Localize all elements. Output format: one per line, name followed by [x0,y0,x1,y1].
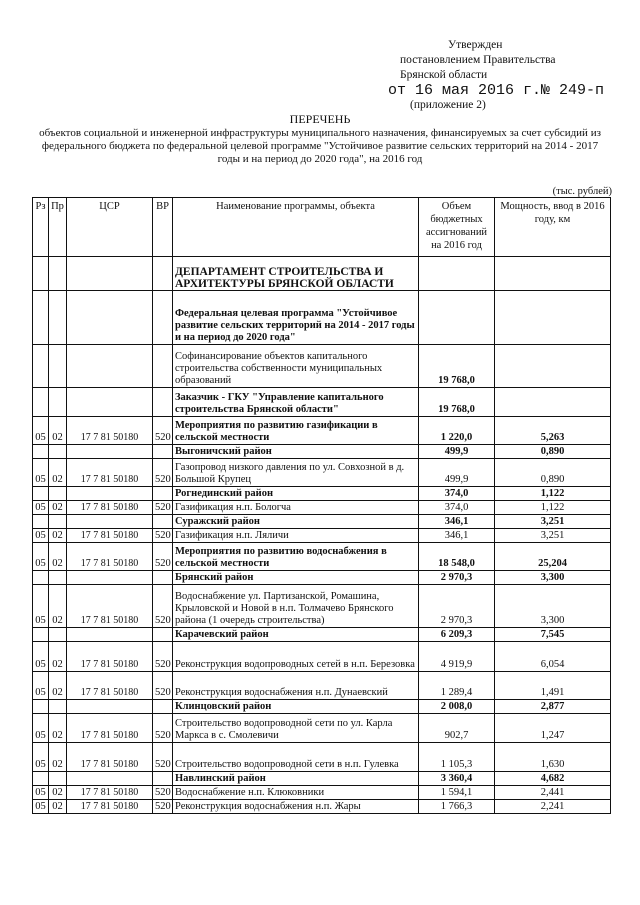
cell-volume [419,291,495,345]
cell-csr [67,628,153,642]
approval-block [388,38,605,113]
table-row [33,800,611,814]
cell-rz: 05 [33,743,49,772]
cell-name: Карачевский район [173,628,419,642]
cell-rz [33,772,49,786]
table-row [33,445,611,459]
cell-capacity: 2,441 [495,786,611,800]
cell-csr: 17 7 81 50180 [67,743,153,772]
table-row [33,529,611,543]
cell-volume: 499,9 [419,459,495,487]
cell-vr [153,772,173,786]
table-body [33,257,611,814]
approval-line-1: Утвержден [448,39,503,51]
cell-pr: 02 [49,417,67,445]
cell-name: Реконструкция водоснабжения н.п. Дунаевский [173,672,419,700]
approval-line-2: постановлением Правительства [400,54,556,66]
cell-name: Заказчик - ГКУ "Управление капитального строительства Брянской области" [173,388,419,417]
cell-csr: 17 7 81 50180 [67,786,153,800]
table-row [33,459,611,487]
cell-csr [67,487,153,501]
cell-volume: 3 360,4 [419,772,495,786]
cell-volume [419,257,495,291]
header-rz: Рз [33,198,49,257]
cell-pr: 02 [49,642,67,672]
table-row [33,786,611,800]
cell-name: Федеральная целевая программа "Устойчивое развитие сельских территорий на 2014 - 2017 годы и на период до 2020 года" [173,291,419,345]
cell-volume: 1 594,1 [419,786,495,800]
header-pr: Пр [49,198,67,257]
cell-capacity: 3,300 [495,585,611,628]
cell-vr [153,388,173,417]
cell-name: Водоснабжение н.п. Клюковники [173,786,419,800]
cell-vr: 520 [153,417,173,445]
cell-volume: 2 970,3 [419,571,495,585]
approval-date-number: от 16 мая 2016 г.№ 249-п [388,82,605,99]
cell-volume: 2 970,3 [419,585,495,628]
table-header-row [33,198,611,257]
cell-pr: 02 [49,585,67,628]
cell-volume: 499,9 [419,445,495,459]
cell-volume: 4 919,9 [419,642,495,672]
cell-vr [153,445,173,459]
table-row [33,714,611,743]
cell-volume: 2 008,0 [419,700,495,714]
cell-vr [153,628,173,642]
cell-rz: 05 [33,543,49,571]
cell-capacity [495,257,611,291]
cell-rz: 05 [33,642,49,672]
cell-name: Клинцовский район [173,700,419,714]
table-row [33,417,611,445]
cell-name: Газификация н.п. Ляличи [173,529,419,543]
table-row [33,700,611,714]
cell-rz [33,445,49,459]
cell-csr: 17 7 81 50180 [67,585,153,628]
header-volume: Объем бюджетных ассигнований на 2016 год [419,198,495,257]
table-row [33,642,611,672]
cell-capacity: 25,204 [495,543,611,571]
cell-rz [33,291,49,345]
cell-capacity: 3,251 [495,515,611,529]
cell-name: ДЕПАРТАМЕНТ СТРОИТЕЛЬСТВА И АРХИТЕКТУРЫ БРЯНСКОЙ ОБЛАСТИ [173,257,419,291]
cell-volume: 346,1 [419,515,495,529]
cell-volume: 18 548,0 [419,543,495,571]
cell-name: Водоснабжение ул. Партизанской, Ромашина, Крыловской и Новой в н.п. Толмачево Брянского района (1 очередь строительства) [173,585,419,628]
cell-rz: 05 [33,714,49,743]
cell-rz: 05 [33,672,49,700]
cell-name: Строительство водопроводной сети в н.п. Гулевка [173,743,419,772]
cell-volume: 1 289,4 [419,672,495,700]
cell-pr: 02 [49,743,67,772]
table-row [33,388,611,417]
cell-csr: 17 7 81 50180 [67,714,153,743]
cell-pr: 02 [49,714,67,743]
table-row [33,515,611,529]
cell-capacity: 7,545 [495,628,611,642]
cell-vr: 520 [153,743,173,772]
cell-rz: 05 [33,459,49,487]
cell-rz: 05 [33,529,49,543]
cell-rz [33,515,49,529]
cell-name: Строительство водопроводной сети по ул. Карла Маркса в с. Смолевичи [173,714,419,743]
cell-csr [67,515,153,529]
header-csr: ЦСР [67,198,153,257]
table-row [33,743,611,772]
cell-csr [67,291,153,345]
table-row [33,501,611,515]
cell-capacity [495,388,611,417]
cell-pr [49,388,67,417]
cell-pr: 02 [49,459,67,487]
table-row [33,257,611,291]
cell-volume: 6 209,3 [419,628,495,642]
table-row [33,672,611,700]
cell-pr [49,445,67,459]
cell-vr: 520 [153,585,173,628]
cell-pr: 02 [49,529,67,543]
cell-capacity [495,345,611,388]
approval-line-3: Брянской области [400,69,488,81]
cell-rz: 05 [33,501,49,515]
cell-pr [49,772,67,786]
cell-csr: 17 7 81 50180 [67,543,153,571]
cell-csr: 17 7 81 50180 [67,800,153,814]
document-title: ПЕРЕЧЕНЬ [289,112,351,126]
cell-name: Навлинский район [173,772,419,786]
cell-name: Газификация н.п. Бологча [173,501,419,515]
cell-vr: 520 [153,714,173,743]
cell-csr [67,700,153,714]
cell-capacity: 5,263 [495,417,611,445]
table-row [33,487,611,501]
cell-vr [153,571,173,585]
cell-csr: 17 7 81 50180 [67,642,153,672]
cell-capacity: 0,890 [495,445,611,459]
cell-vr [153,515,173,529]
cell-volume: 19 768,0 [419,388,495,417]
cell-csr [67,445,153,459]
cell-capacity: 1,122 [495,501,611,515]
cell-vr [153,291,173,345]
cell-capacity: 1,122 [495,487,611,501]
cell-name: Реконструкция водоснабжения н.п. Жары [173,800,419,814]
cell-name: Мероприятия по развитию водоснабжения в сельской местности [173,543,419,571]
cell-rz: 05 [33,417,49,445]
objects-table [32,197,611,814]
cell-capacity: 1,630 [495,743,611,772]
cell-rz [33,571,49,585]
cell-rz [33,487,49,501]
cell-name: Рогнединский район [173,487,419,501]
cell-pr: 02 [49,786,67,800]
cell-vr [153,700,173,714]
cell-csr [67,772,153,786]
cell-capacity: 2,241 [495,800,611,814]
cell-rz [33,388,49,417]
cell-volume: 1 766,3 [419,800,495,814]
cell-pr: 02 [49,672,67,700]
cell-pr: 02 [49,543,67,571]
cell-vr [153,345,173,388]
cell-csr: 17 7 81 50180 [67,417,153,445]
cell-csr: 17 7 81 50180 [67,529,153,543]
cell-rz [33,345,49,388]
cell-vr: 520 [153,672,173,700]
table-row [33,585,611,628]
cell-csr [67,257,153,291]
cell-pr [49,257,67,291]
cell-pr [49,291,67,345]
table-row [33,543,611,571]
cell-name: Софинансирование объектов капитального строительства собственности муниципальных образований [173,345,419,388]
cell-name: Суражский район [173,515,419,529]
cell-pr [49,515,67,529]
cell-vr: 520 [153,800,173,814]
cell-capacity: 4,682 [495,772,611,786]
table-row [33,345,611,388]
cell-rz [33,628,49,642]
cell-rz [33,700,49,714]
cell-rz: 05 [33,800,49,814]
cell-volume: 19 768,0 [419,345,495,388]
cell-name: Реконструкция водопроводных сетей в н.п. Березовка [173,642,419,672]
cell-rz: 05 [33,786,49,800]
cell-csr [67,345,153,388]
cell-pr [49,628,67,642]
cell-volume: 1 105,3 [419,743,495,772]
cell-pr [49,571,67,585]
cell-pr [49,487,67,501]
cell-volume: 374,0 [419,501,495,515]
header-name: Наименование программы, объекта [173,198,419,257]
cell-vr: 520 [153,786,173,800]
cell-capacity: 1,491 [495,672,611,700]
cell-capacity: 2,877 [495,700,611,714]
cell-volume: 374,0 [419,487,495,501]
header-vr: ВР [153,198,173,257]
cell-csr: 17 7 81 50180 [67,672,153,700]
cell-name: Мероприятия по развитию газификации в сельской местности [173,417,419,445]
table-row [33,571,611,585]
table-row [33,628,611,642]
cell-capacity: 1,247 [495,714,611,743]
cell-rz [33,257,49,291]
table-row [33,772,611,786]
cell-vr: 520 [153,543,173,571]
cell-name: Выгоничский район [173,445,419,459]
cell-volume: 902,7 [419,714,495,743]
cell-vr: 520 [153,501,173,515]
table-row [33,291,611,345]
cell-vr: 520 [153,642,173,672]
cell-csr: 17 7 81 50180 [67,501,153,515]
cell-pr [49,700,67,714]
cell-capacity: 3,300 [495,571,611,585]
cell-capacity [495,291,611,345]
cell-csr: 17 7 81 50180 [67,459,153,487]
cell-volume: 1 220,0 [419,417,495,445]
cell-pr [49,345,67,388]
cell-csr [67,388,153,417]
approval-appendix: (приложение 2) [410,99,486,111]
cell-vr: 520 [153,459,173,487]
cell-rz: 05 [33,585,49,628]
cell-capacity: 0,890 [495,459,611,487]
cell-capacity: 3,251 [495,529,611,543]
document-subtitle: объектов социальной и инженерной инфраструктуры муниципального назначения, финансируемых за счет субсидий из федерального бюджета по федеральной целевой программе "Устойчивое развитие сельских территорий на 2014 - 2017 годы и на период до 2020 года", на 2016 год [39,127,601,165]
cell-vr: 520 [153,529,173,543]
cell-volume: 346,1 [419,529,495,543]
header-capacity: Мощность, ввод в 2016 году, км [495,198,611,257]
cell-pr: 02 [49,501,67,515]
cell-pr: 02 [49,800,67,814]
units-label: (тыс. рублей) [552,186,612,197]
cell-vr [153,257,173,291]
cell-capacity: 6,054 [495,642,611,672]
cell-name: Брянский район [173,571,419,585]
cell-vr [153,487,173,501]
cell-csr [67,571,153,585]
cell-name: Газопровод низкого давления по ул. Совхозной в д. Большой Крупец [173,459,419,487]
